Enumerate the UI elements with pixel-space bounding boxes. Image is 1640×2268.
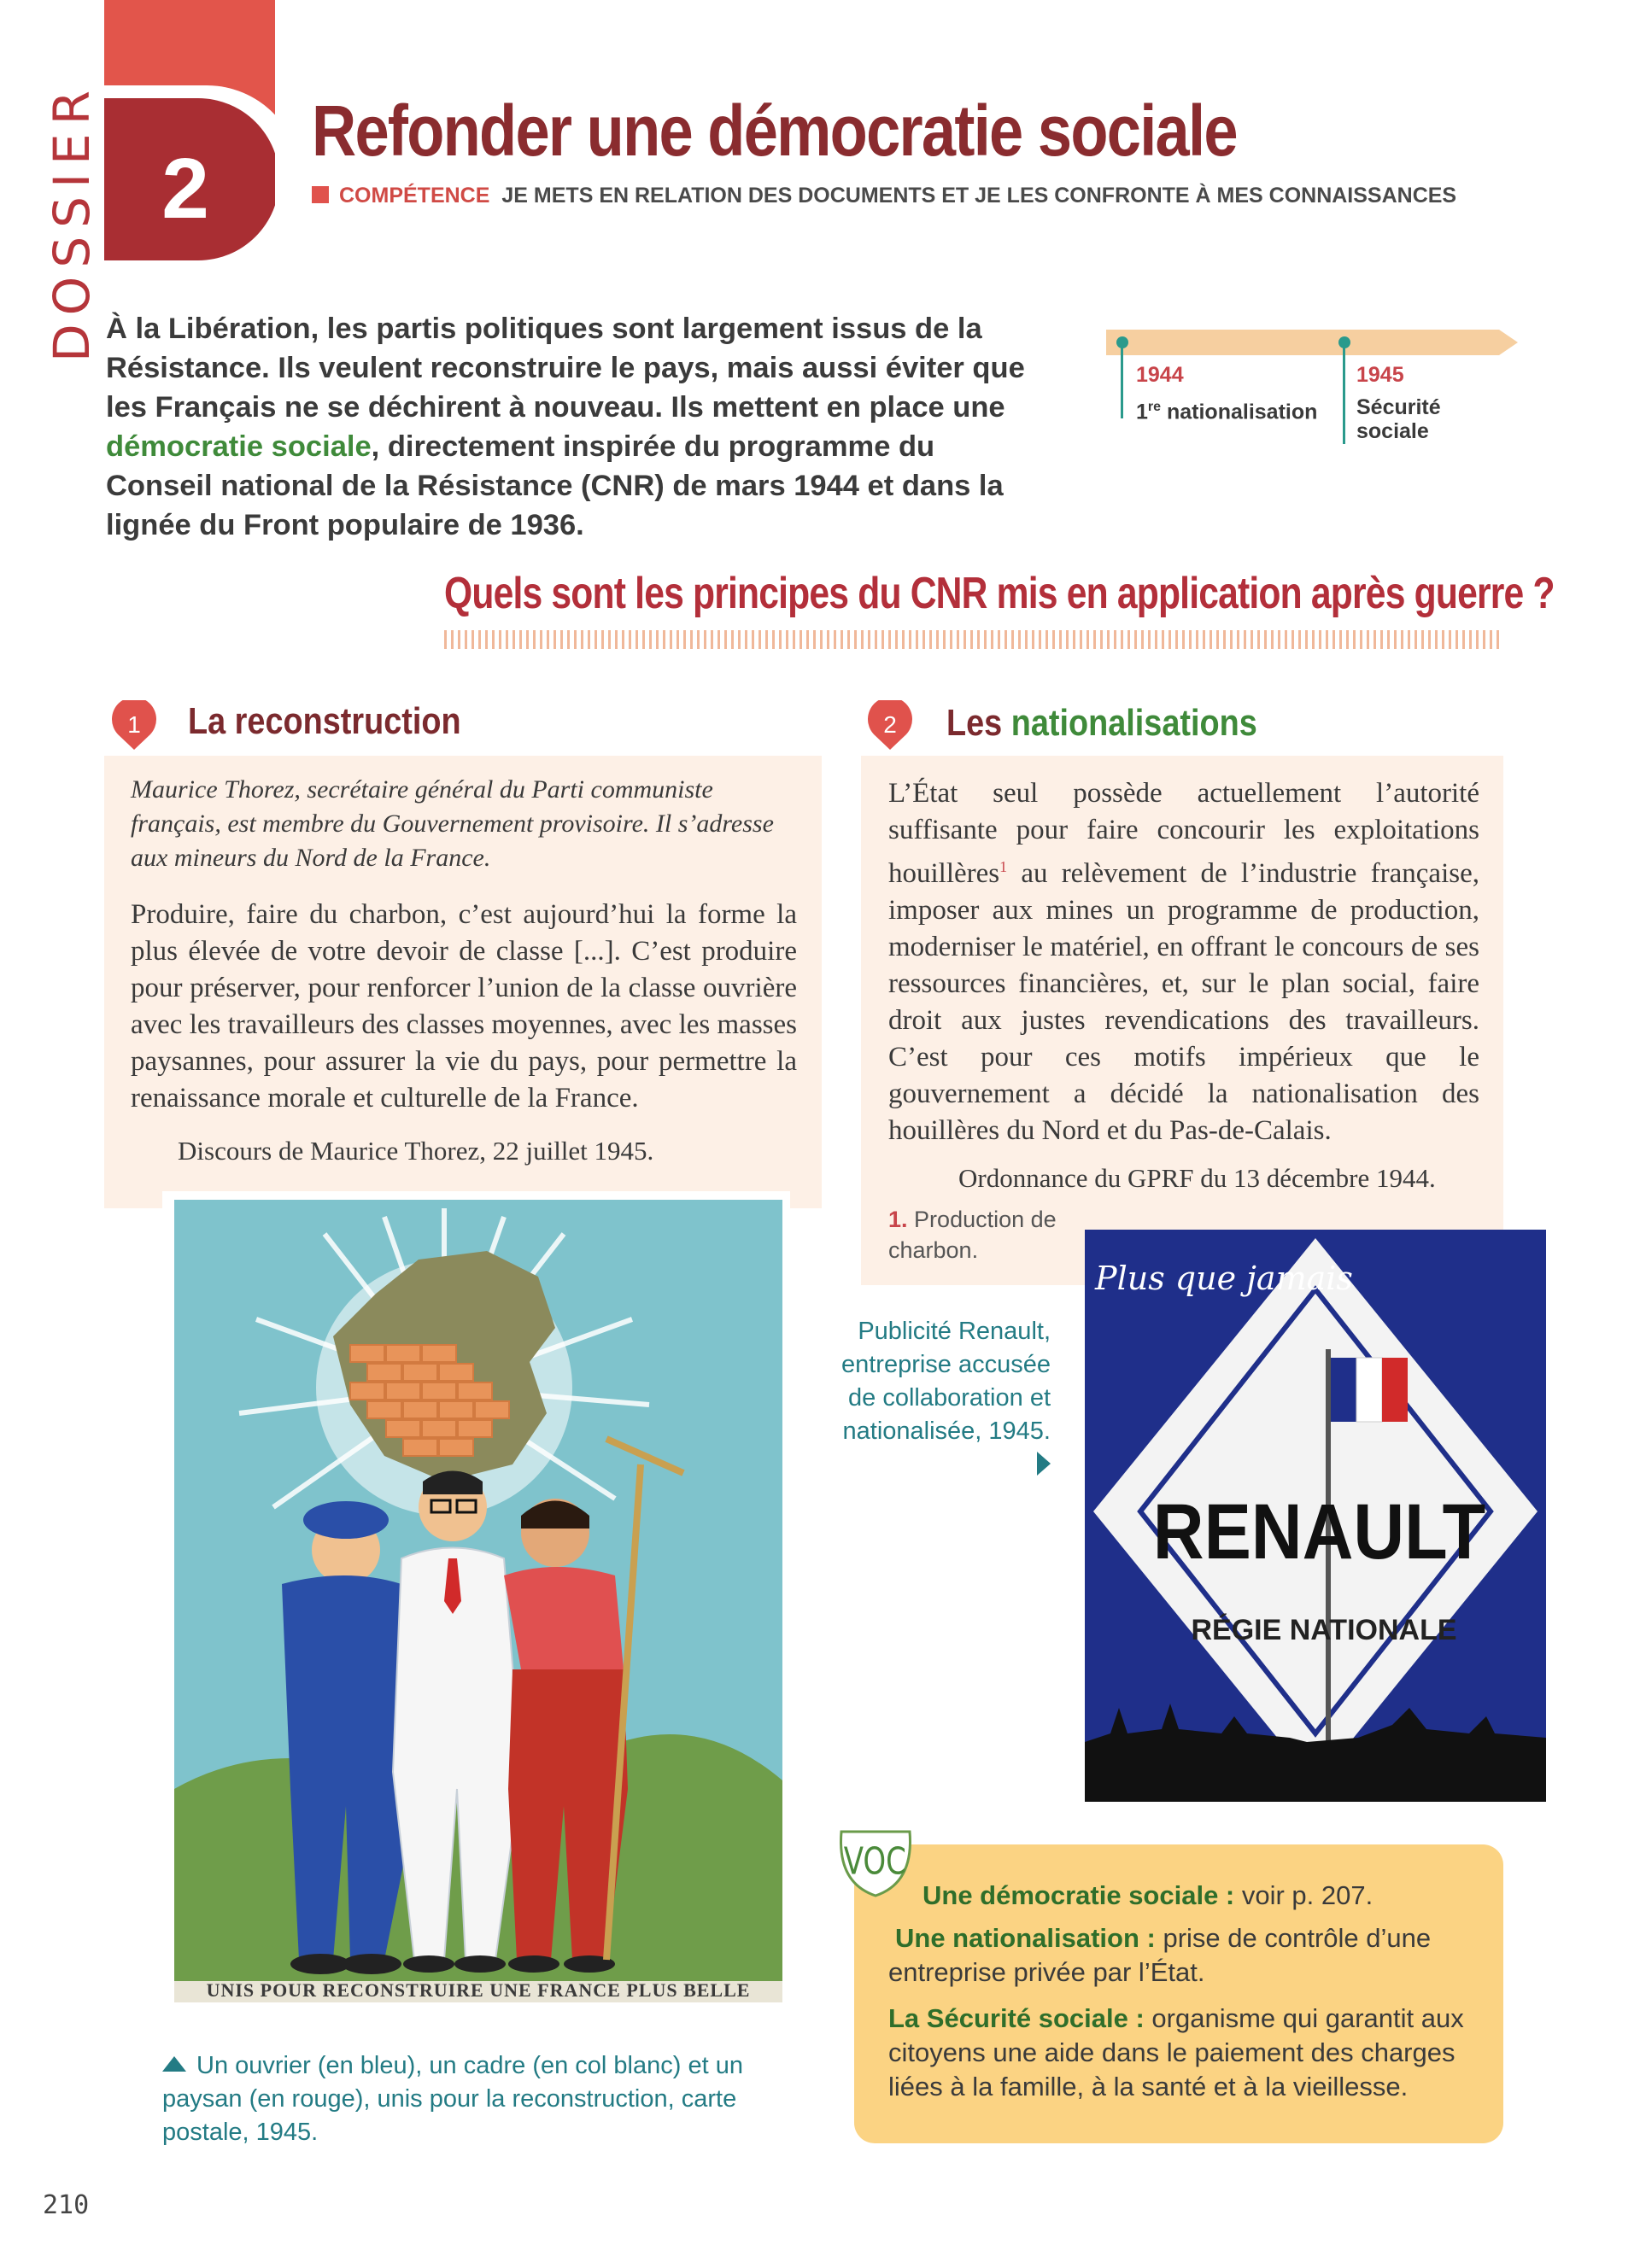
doc1-title: La reconstruction [188, 700, 461, 742]
intro-text-1: À la Libération, les partis politiques sont largement issus de la Résistance. Ils veulent reconstruire le pays, mais aussi éviter que les Français ne se déchirent à nouveau. Ils mettent en place une [106, 313, 1025, 424]
timeline-year-1945: 1945 [1356, 363, 1404, 387]
competence-square-icon [312, 186, 329, 203]
doc2-body: L’État seul possède actuellement l’autorité suffisante pour faire concourir les exploitations houillères$^1$ au relèvement de l’industrie française, imposer aux mines un programme de production, moderniser le matériel, en offrant le concours de ses ressources financières, et, sur le plan social, faire droit aux justes revendications des travailleurs. C’est pour ces motifs impérieux que le gouvernement a décidé la nationalisation des houillères du Nord et du Pas-de-Calais. [888, 778, 1479, 1146]
arrow-up-icon [162, 2056, 186, 2072]
doc2-source: Ordonnance du GPRF du 13 décembre 1944. [958, 1163, 1436, 1193]
intro-paragraph [106, 309, 1037, 545]
doc2-title: Les nationalisations [946, 702, 1257, 744]
timeline-label-1944: 1re nationalisation [1136, 400, 1318, 424]
competence-keyword: COMPÉTENCE [339, 184, 490, 208]
arrow-right-icon [1037, 1452, 1051, 1476]
voc-tag-icon [833, 1823, 918, 1900]
doc1-intro: Maurice Thorez, secrétaire général du Parti communiste français, est membre du Gouvernement provisoire. Il s’adresse aux mineurs du Nord de la France. [131, 775, 774, 872]
page-title: Refonder une démocratie sociale [312, 91, 1237, 171]
reconstruction-postcard-image [162, 1191, 790, 2024]
timeline-bar [1106, 330, 1499, 355]
doc1-body: Produire, faire du charbon, c’est aujourd’hui la forme la plus élevée de votre devoir de classe [...]. C’est produire pour préserver, pour renforcer l’union de la classe ouvrière avec les travailleurs des classes moyennes, avec les masses paysannes, pour assurer la vie du pays, pour permettre la renaissance morale et culturelle de la France. [131, 899, 797, 1114]
timeline-line-1945 [1343, 346, 1345, 444]
doc2-image-caption: Publicité Renault, entreprise accusée de collaboration et nationalisée, 1945. [833, 1315, 1051, 1482]
dossier-number-badge [104, 0, 275, 273]
timeline-year-1944: 1944 [1136, 363, 1184, 387]
renault-subtitle: RÉGIE NATIONALE [1191, 1614, 1457, 1646]
doc1-number-pin [111, 700, 157, 751]
timeline-label-1945: Sécurité sociale [1356, 395, 1441, 443]
timeline-arrow-icon [1499, 330, 1518, 355]
timeline-line-1944 [1121, 346, 1123, 418]
page-number: 210 [43, 2190, 90, 2220]
question-underline [444, 630, 1503, 649]
doc1-image-caption: Un ouvrier (en bleu), un cadre (en col blanc) et un paysan (en rouge), unis pour la reconstruction, carte postale, 1945. [162, 2052, 743, 2146]
dossier-vertical-label: DOSSIER [43, 82, 101, 362]
voc-entry-3: La Sécurité sociale : organisme qui garantit aux citoyens une aide dans le paiement des charges liées à la famille, à la santé et à la vieillesse. [888, 2003, 1464, 2101]
intro-text-2: , directement inspirée du programme du Conseil national de la Résistance (CNR) de mars 1944 et dans la lignée du Front populaire de 1936. [106, 430, 1004, 541]
svg-text:VOC: VOC [843, 1840, 906, 1884]
voc-entry-2: Une nationalisation : prise de contrôle d’une entreprise privée par l’État. [888, 1923, 1432, 1987]
intro-highlight-term: démocratie sociale [106, 430, 372, 463]
postcard-slogan: UNIS POUR RECONSTRUIRE UNE FRANCE PLUS BELLE [206, 1979, 751, 2001]
doc2-number-pin [867, 700, 913, 751]
svg-text:1: 1 [127, 711, 141, 738]
renault-script-text: Plus que jamais [1095, 1260, 1353, 1297]
voc-entry-1: Une démocratie sociale : voir p. 207. [922, 1880, 1374, 1910]
svg-text:2: 2 [883, 711, 897, 738]
competence-line [312, 184, 1456, 208]
renault-advert-image [1085, 1230, 1546, 1802]
guiding-question: Quels sont les principes du CNR mis en application après guerre ? [444, 569, 1555, 618]
doc1-source: Discours de Maurice Thorez, 22 juillet 1945. [178, 1136, 654, 1166]
doc2-footnote: 1. Production de charbon. [888, 1207, 1057, 1263]
competence-text: JE METS EN RELATION DES DOCUMENTS ET JE LES CONFRONTE À MES CONNAISSANCES [501, 184, 1457, 208]
dossier-number: 2 [161, 141, 209, 237]
renault-brand: RENAULT [1152, 1487, 1486, 1575]
